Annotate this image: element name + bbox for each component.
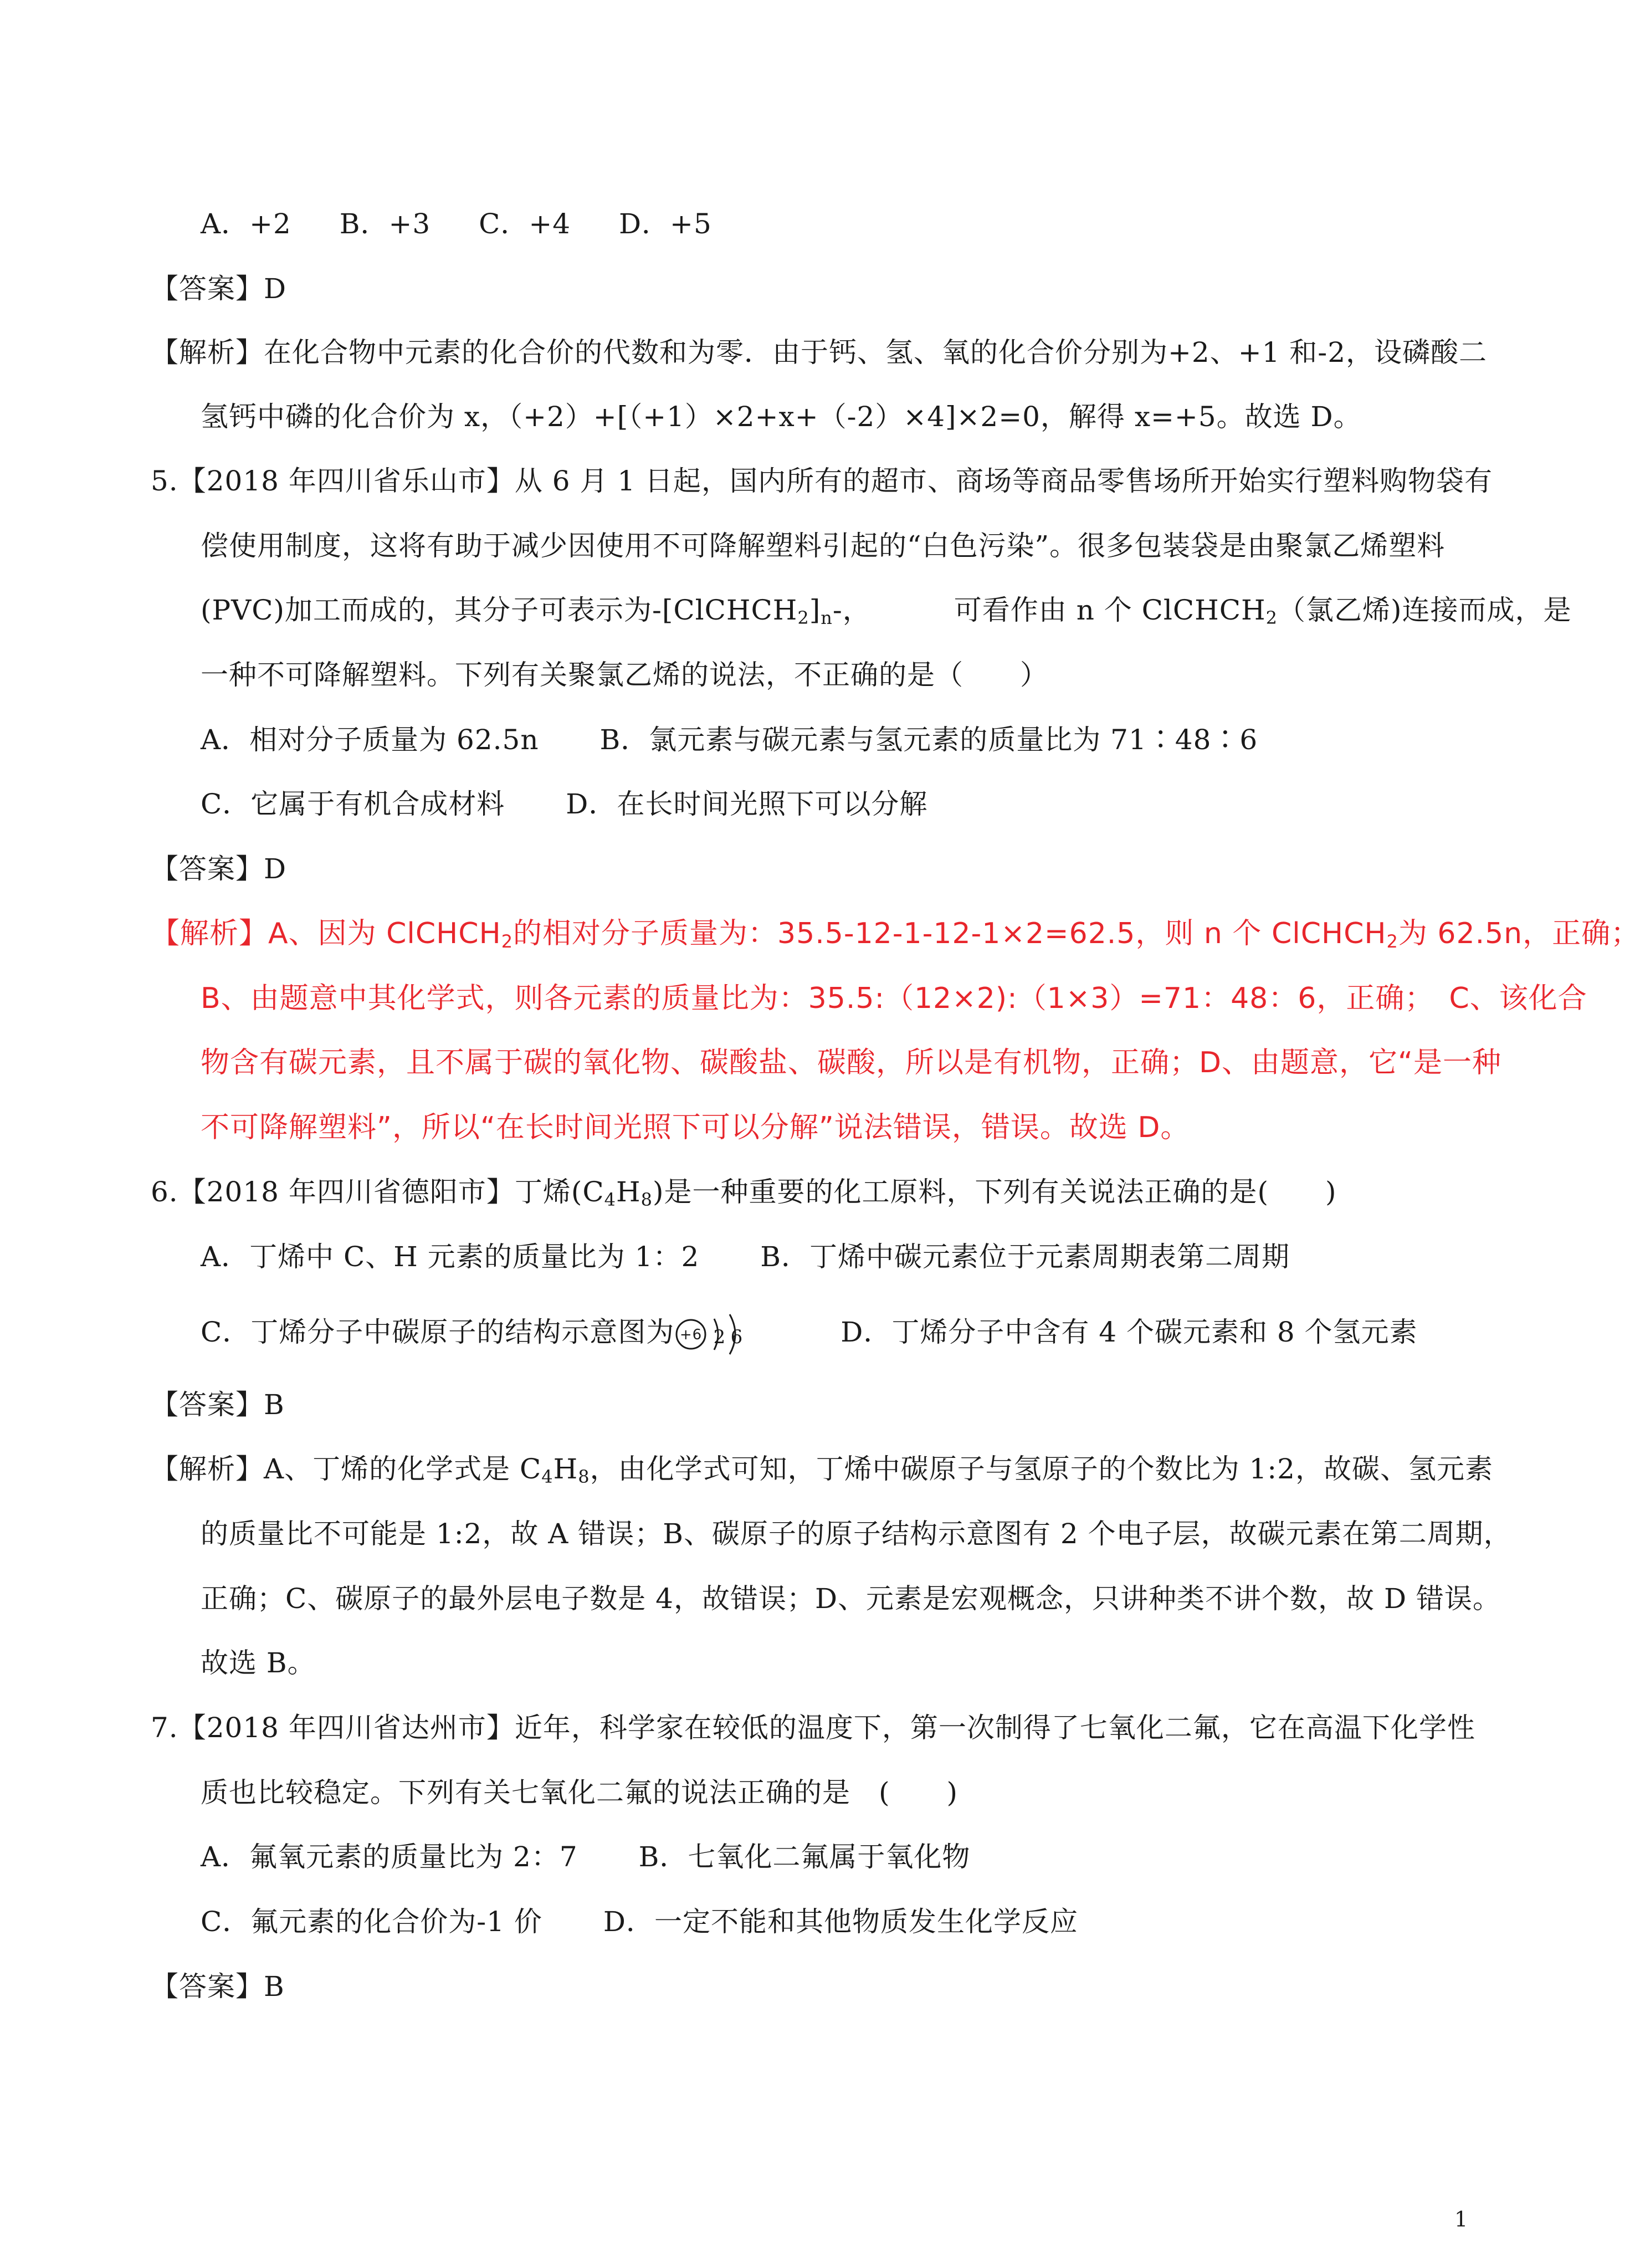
q4-option-c: C．+4 (479, 208, 571, 240)
q5-stem-line-3: (PVC)加工而成的，其分子可表示为$-[ClCHCH_2]_n-$， 可看作由 n 个 ClCHCH$_2$（氯乙烯)连接而成，是 (201, 594, 1572, 628)
page-number: 1 (1454, 2207, 1468, 2231)
electron-shell-count-2: 6 (730, 1326, 744, 1348)
q4-analysis-line-2: 氢钙中磷的化合价为 x，（+2）+[（+1）×2+x+（-2）×4]×2=0，解得 x=+5。故选 D。 (201, 401, 1362, 433)
q6-option-d: D．丁烯分子中含有 4 个碳元素和 8 个氢元素 (840, 1316, 1418, 1348)
q4-option-b: B．+3 (339, 208, 431, 240)
q6-options-ab (201, 1240, 1290, 1273)
carbon-atom-structure-diagram (674, 1312, 757, 1356)
q6-analysis-line-3: 正确；C、碳原子的最外层电子数是 4，故错误；D、元素是宏观概念，只讲种类不讲个数，故 D 错误。 (201, 1583, 1501, 1615)
q6-options-cd (201, 1312, 1418, 1356)
q6-analysis-line-4: 故选 B。 (201, 1647, 316, 1679)
q5-option-c: C．它属于有机合成材料 (201, 788, 505, 820)
q4-options (201, 207, 712, 240)
q5-analysis-line-3: 物含有碳元素，且不属于碳的氧化物、碳酸盐、碳酸，所以是有机物，正确；D、由题意，它“是一种 (201, 1046, 1501, 1079)
q5-stem-line-2: 偿使用制度，这将有助于减少因使用不可降解塑料引起的“白色污染”。很多包装袋是由聚氯乙烯塑料 (201, 530, 1446, 562)
q6-stem: 6.【2018 年四川省德阳市】丁烯$(C_4H_8)$是一种重要的化工原料，下列有关说法正确的是( ) (151, 1176, 1337, 1210)
q5-answer: 【答案】D (151, 853, 287, 885)
q4-analysis-line-1: 【解析】在化合物中元素的化合价的代数和为零．由于钙、氢、氧的化合价分别为+2、+1 和-2，设磷酸二 (151, 336, 1488, 368)
q7-stem-line-1: 7.【2018 年四川省达州市】近年，科学家在较低的温度下，第一次制得了七氧化二氟，它在高温下化学性 (151, 1712, 1475, 1744)
q6-option-c: C．丁烯分子中碳原子的结构示意图为 (201, 1316, 675, 1348)
q5-analysis-line-1: 【解析】A、因为 ClCHCH$_2$的相对分子质量为：35.5-12-1-12-1×2=62.5，则 n 个 ClCHCH$_2$为 62.5n，正确； (151, 917, 1640, 952)
q7-option-c: C．氟元素的化合价为-1 价 (201, 1906, 542, 1938)
q6-analysis-line-1: 【解析】A、丁烯的化学式是 $C_4H_8$，由化学式可知，丁烯中碳原子与氢原子的个数比为 1:2，故碳、氢元素 (151, 1453, 1493, 1487)
q7-stem-line-2: 质也比较稳定。下列有关七氧化二氟的说法正确的是 ( ) (201, 1776, 959, 1809)
q7-options-cd (201, 1905, 1078, 1938)
q4-answer: 【答案】D (151, 273, 287, 305)
q7-answer: 【答案】B (151, 1970, 285, 2003)
q5-options-cd (201, 787, 927, 821)
q5-option-a: A．相对分子质量为 62.5n (201, 724, 539, 756)
q6-option-b: B．丁烯中碳元素位于元素周期表第二周期 (760, 1241, 1290, 1273)
q6-analysis-line-2: 的质量比不可能是 1:2，故 A 错误；B、碳原子的原子结构示意图有 2 个电子层，故碳元素在第二周期， (201, 1518, 1512, 1550)
q6-option-a: A．丁烯中 C、H 元素的质量比为 1：2 (201, 1241, 700, 1273)
electron-shell-count-1: 2 (713, 1326, 726, 1348)
q5-stem-line-4: 一种不可降解塑料。下列有关聚氯乙烯的说法，不正确的是（ ） (201, 659, 1048, 691)
q5-option-d: D．在长时间光照下可以分解 (566, 788, 928, 820)
q7-option-b: B．七氧化二氟属于氧化物 (638, 1841, 971, 1873)
q7-option-a: A．氟氧元素的质量比为 2：7 (201, 1841, 578, 1873)
q5-analysis-line-4: 不可降解塑料”，所以“在长时间光照下可以分解”说法错误，错误。故选 D。 (201, 1111, 1190, 1144)
q7-option-d: D．一定不能和其他物质发生化学反应 (603, 1906, 1078, 1938)
q4-option-a: A．+2 (201, 208, 291, 240)
q5-analysis-line-2: B、由题意中其化学式，则各元素的质量比为：35.5:（12×2):（1×3）=71：48：6，正确； C、该化合 (201, 982, 1587, 1015)
q5-options-ab (201, 723, 1258, 756)
q7-options-ab (201, 1840, 970, 1873)
q4-option-d: D．+5 (618, 208, 712, 240)
q5-option-b: B．氯元素与碳元素与氢元素的质量比为 71∶48∶6 (599, 724, 1258, 756)
q6-answer: 【答案】B (151, 1389, 285, 1421)
q5-stem-line-1: 5.【2018 年四川省乐山市】从 6 月 1 日起，国内所有的超市、商场等商品零售场所开始实行塑料购物袋有 (151, 465, 1493, 497)
atom-nucleus-charge: +6 (680, 1327, 703, 1343)
